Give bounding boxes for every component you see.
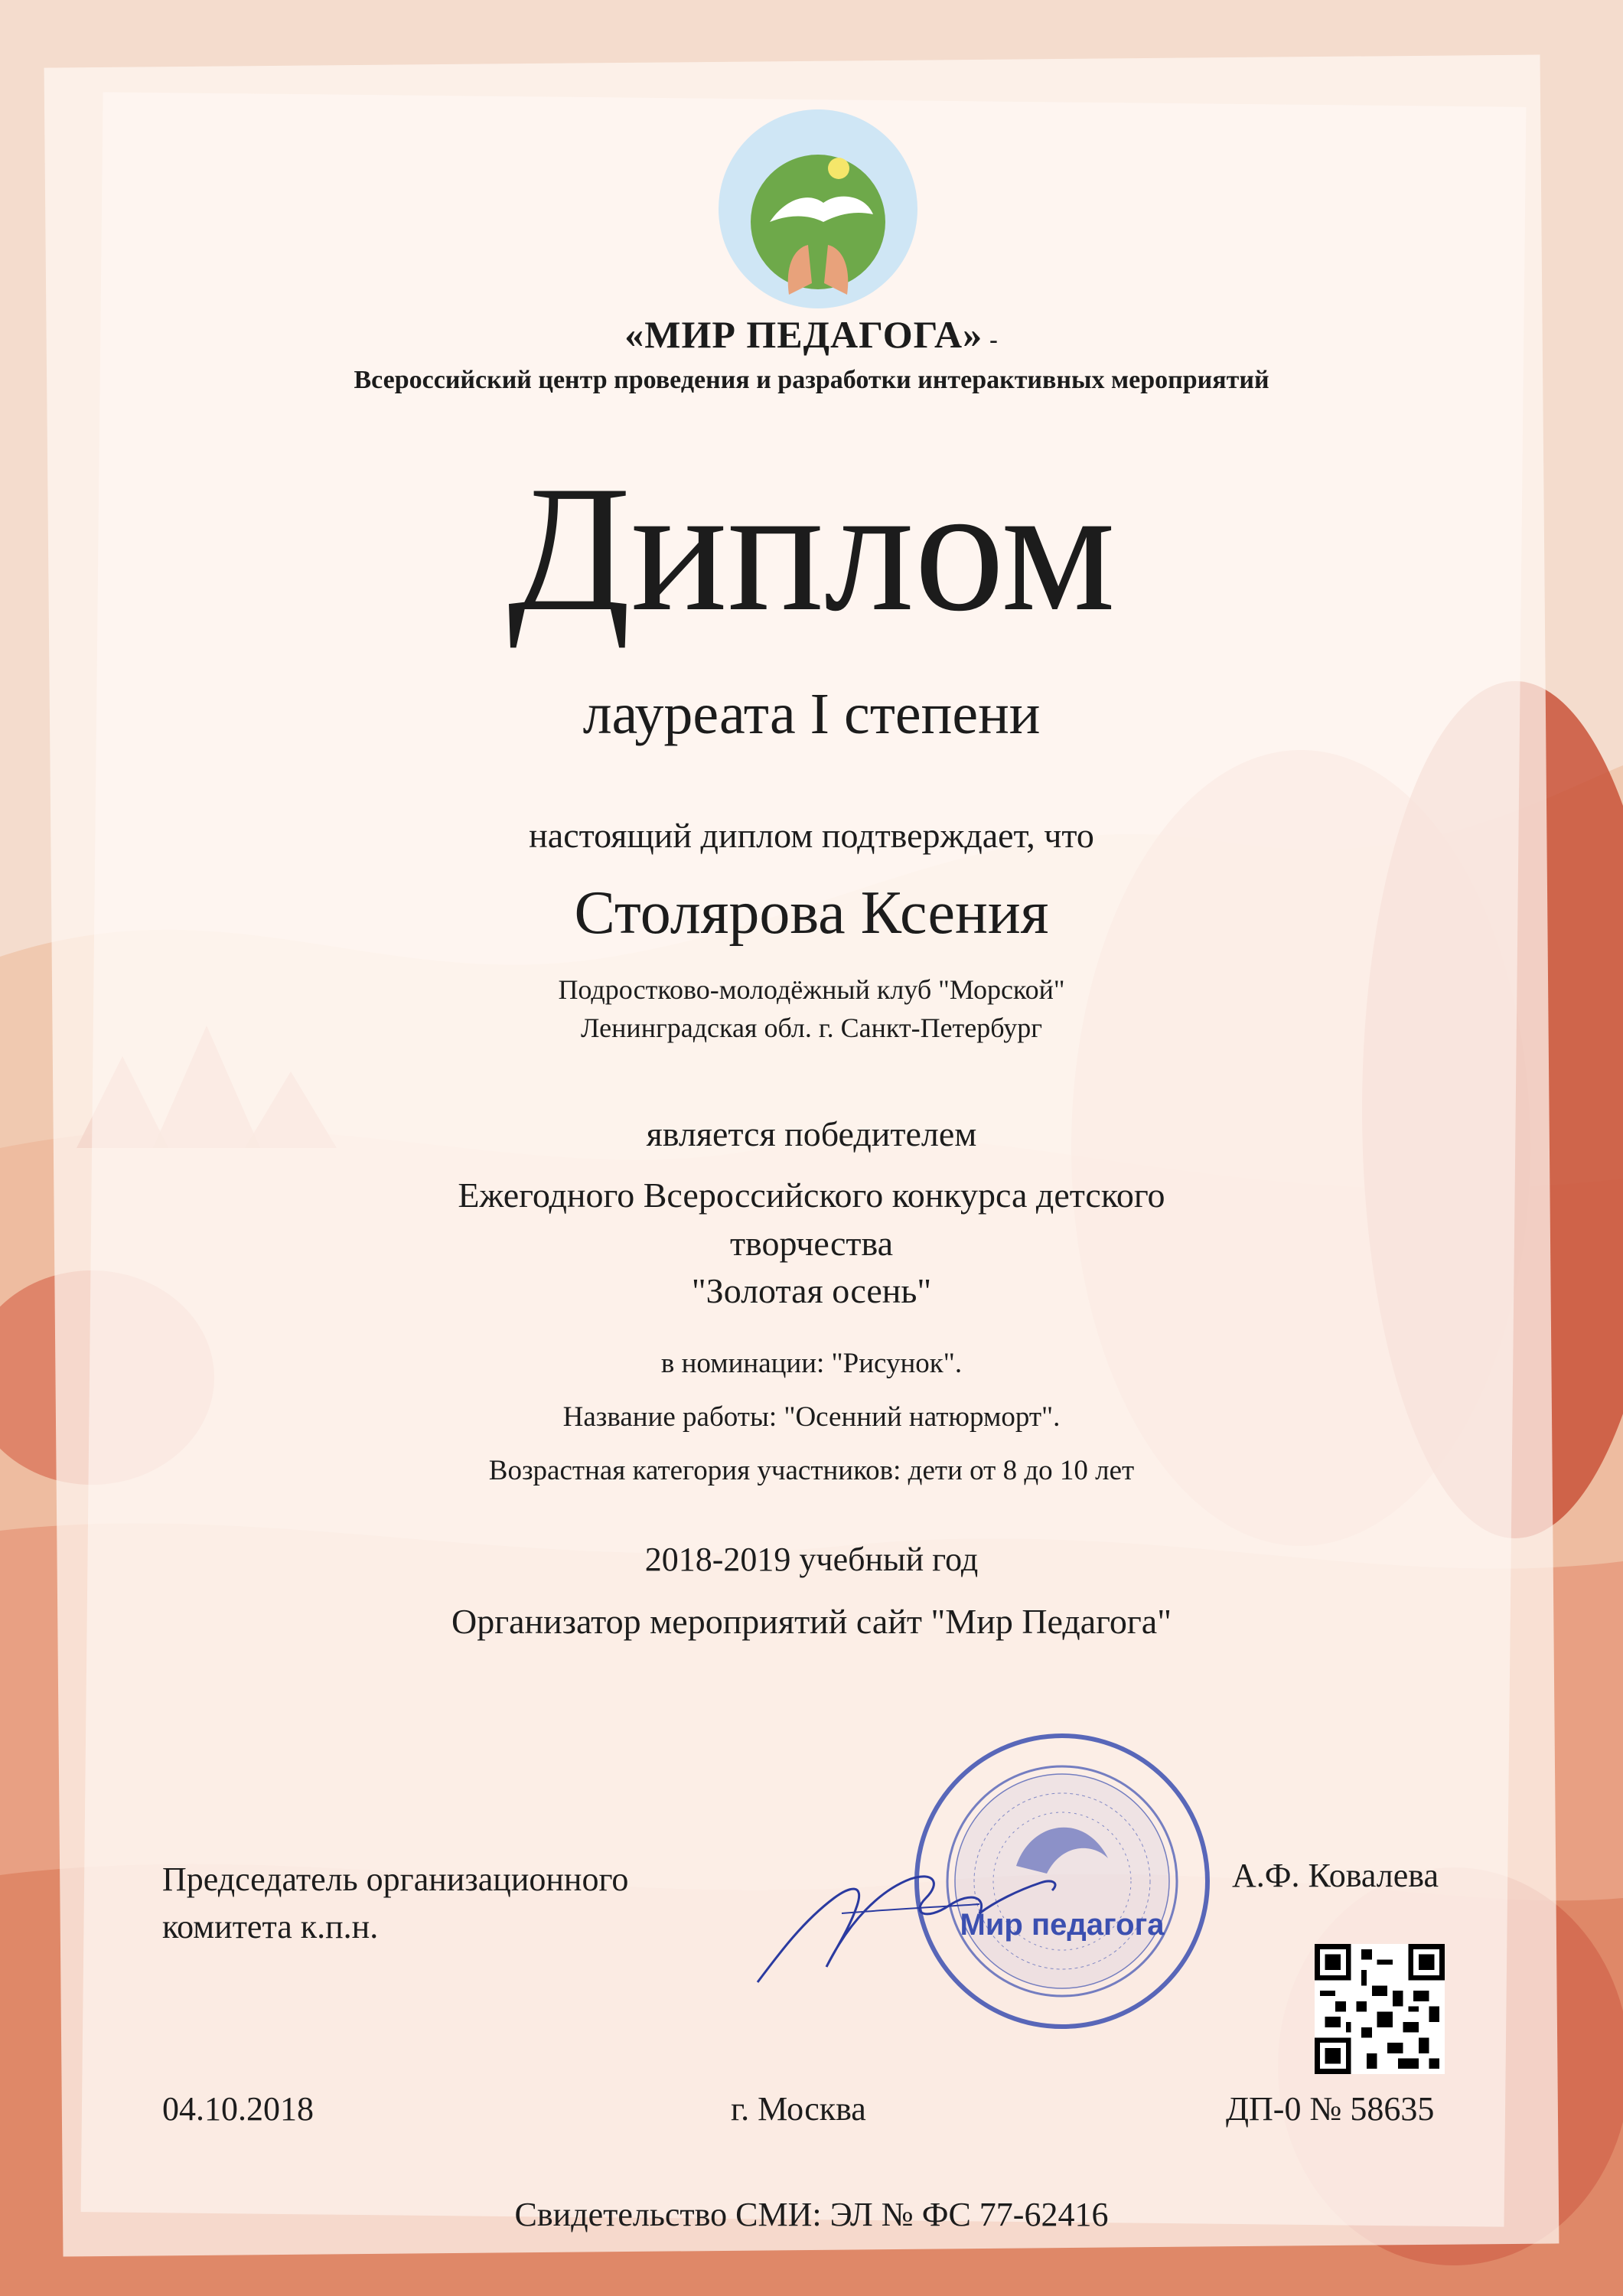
handwritten-signature (750, 1837, 1071, 2005)
age-category: Возрастная категория участников: дети от 8 до 10 лет (488, 1455, 1135, 1486)
contest-name-line2: творчества (729, 1224, 894, 1263)
organization-name (0, 312, 1623, 357)
signer-name: А.Ф. Ковалева (1232, 1857, 1439, 1894)
contest-name-line1: Ежегодного Всероссийского конкурса детского (458, 1176, 1165, 1215)
organizer: Организатор мероприятий сайт "Мир Педагога" (451, 1602, 1172, 1641)
diploma-title: Диплом (507, 449, 1116, 649)
issue-city: г. Москва (731, 2090, 866, 2128)
nomination: в номинации: "Рисунок". (660, 1348, 963, 1379)
stamp-label: Мир педагога (960, 1908, 1165, 1942)
recipient-name: Столярова Ксения (574, 879, 1049, 947)
contest-name-line3: "Золотая осень" (691, 1271, 932, 1310)
chair-line1: Председатель организационного (162, 1861, 629, 1898)
diploma-degree: лауреата I степени (582, 682, 1041, 746)
school-year: 2018-2019 учебный год (644, 1541, 979, 1578)
media-certificate: Свидетельство СМИ: ЭЛ № ФС 77-62416 (514, 2196, 1109, 2233)
organization-dash: - (983, 325, 999, 353)
recipient-club: Подростково-молодёжный клуб "Морской" (558, 974, 1065, 1005)
work-title: Название работы: "Осенний натюрморт". (562, 1401, 1061, 1433)
confirm-text: настоящий диплом подтверждает, что (529, 816, 1094, 855)
chair-title (162, 1856, 628, 1951)
winner-text: является победителем (646, 1114, 977, 1153)
issue-date: 04.10.2018 (162, 2090, 314, 2128)
document-number: ДП-0 № 58635 (1226, 2090, 1435, 2128)
organization-subtitle: Всероссийский центр проведения и разработки интерактивных мероприятий (354, 366, 1269, 394)
chair-line2: комитета к.п.н. (162, 1908, 379, 1945)
qr-code (1315, 1944, 1445, 2074)
mir-pedagoga-logo (716, 107, 920, 311)
organization-title: «МИР ПЕДАГОГА» (624, 313, 983, 356)
recipient-region: Ленинградская обл. г. Санкт-Петербург (581, 1013, 1042, 1043)
